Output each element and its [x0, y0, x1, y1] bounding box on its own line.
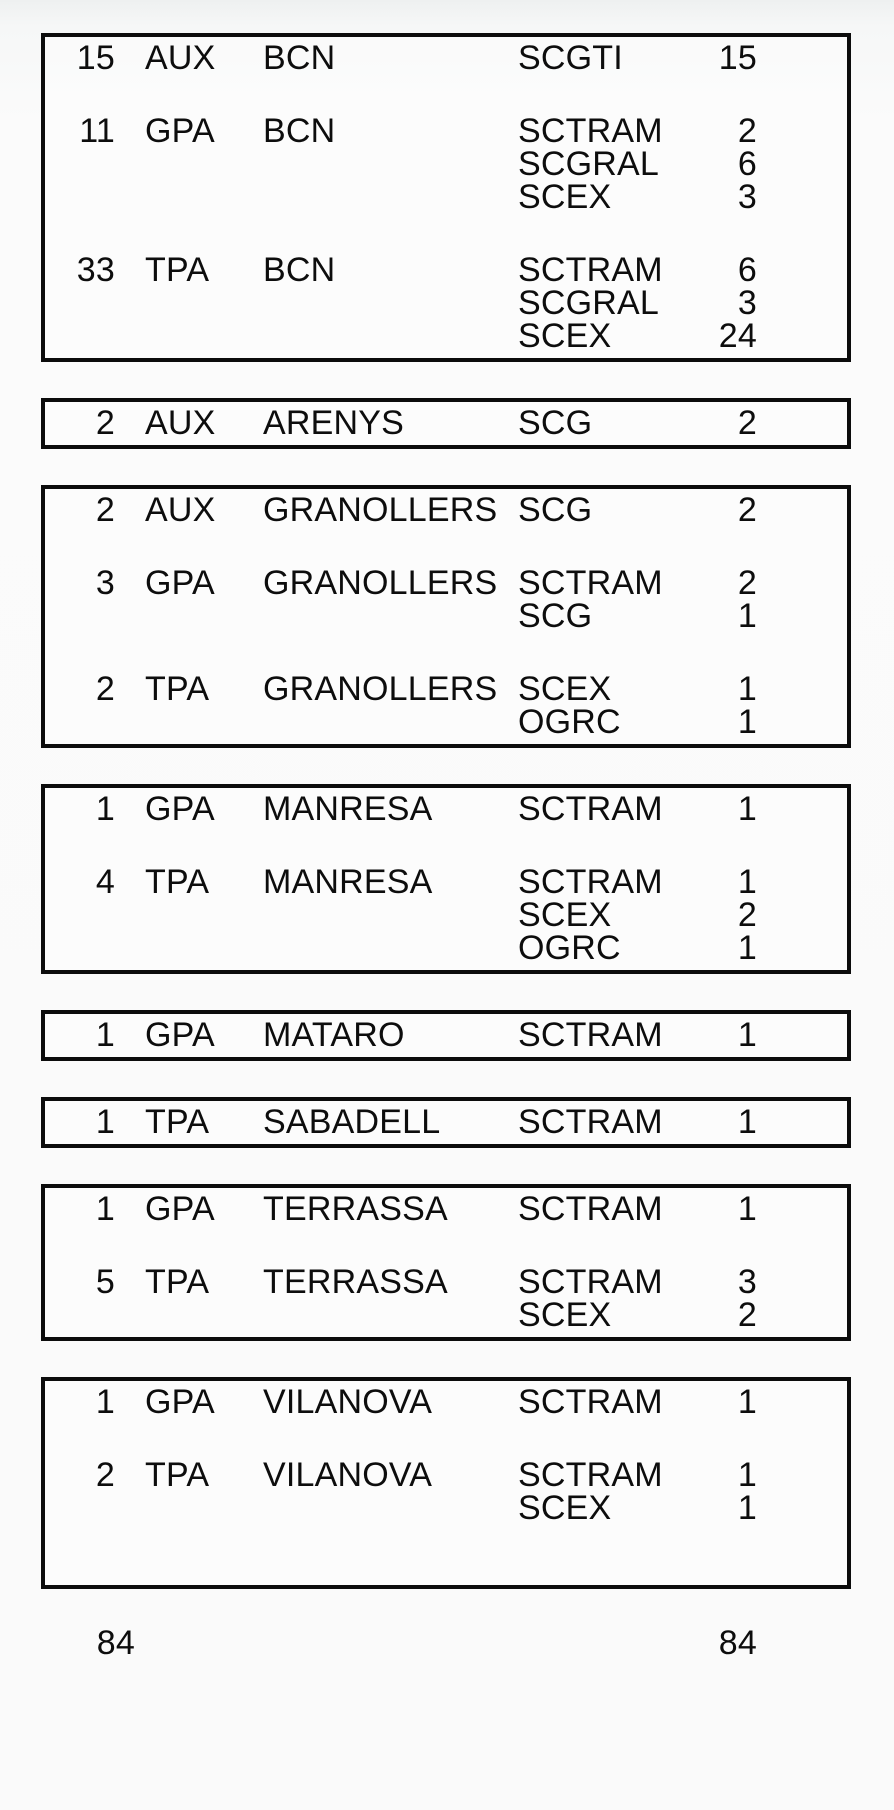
city-cell: [263, 932, 518, 965]
count-cell: [45, 1492, 145, 1525]
record-row: [45, 1190, 847, 1228]
record-row: [45, 1383, 847, 1421]
type-cell: [145, 899, 263, 932]
grand-total-count: 84: [96, 1624, 135, 1662]
value-cell: 3: [737, 284, 757, 322]
group-spacer: [45, 826, 847, 866]
record-row: [45, 1456, 847, 1494]
type-cell: [145, 600, 263, 633]
record-row: [45, 1103, 847, 1141]
count-cell: 5: [95, 1263, 115, 1301]
city-cell: [263, 1492, 518, 1525]
city-box-arenys: [41, 398, 851, 449]
count-cell: 11: [79, 112, 115, 150]
type-cell: TPA: [145, 251, 210, 289]
city-cell: [263, 320, 518, 353]
city-box-vilanova: [41, 1377, 851, 1589]
value-cell: 2: [737, 564, 757, 602]
type-cell: TPA: [145, 1456, 210, 1494]
service-continuation-row: [45, 145, 847, 183]
service-continuation-row: [45, 317, 847, 355]
count-cell: [45, 932, 145, 965]
record-row: [45, 404, 847, 442]
value-cell: 1: [737, 1016, 757, 1054]
type-cell: GPA: [145, 1383, 215, 1421]
type-cell: GPA: [145, 1016, 215, 1054]
city-box-terrassa: [41, 1184, 851, 1341]
city-cell: [263, 287, 518, 320]
city-cell: TERRASSA: [263, 1190, 448, 1228]
count-cell: 15: [76, 39, 115, 77]
service-cell: SCEX: [518, 896, 612, 934]
service-cell: SCEX: [518, 317, 612, 355]
service-cell: SCG: [518, 491, 593, 529]
value-cell: 1: [737, 703, 757, 741]
value-cell: 1: [737, 597, 757, 635]
type-cell: GPA: [145, 790, 215, 828]
service-cell: OGRC: [518, 929, 621, 967]
value-cell: 2: [737, 404, 757, 442]
service-cell: SCTRAM: [518, 1103, 663, 1141]
service-cell: SCEX: [518, 1296, 612, 1334]
value-cell: 6: [737, 251, 757, 289]
service-cell: SCG: [518, 404, 593, 442]
type-cell: GPA: [145, 112, 215, 150]
service-cell: SCTRAM: [518, 863, 663, 901]
value-cell: 1: [737, 1489, 757, 1527]
city-cell: SABADELL: [263, 1103, 441, 1141]
city-cell: ARENYS: [263, 404, 405, 442]
value-cell: 6: [737, 145, 757, 183]
type-cell: TPA: [145, 1103, 210, 1141]
value-cell: 1: [737, 790, 757, 828]
record-row: [45, 112, 847, 150]
value-cell: 1: [737, 1190, 757, 1228]
city-box-bcn: [41, 33, 851, 362]
city-cell: [263, 600, 518, 633]
count-cell: [45, 899, 145, 932]
record-row: [45, 790, 847, 828]
group-spacer: [45, 1419, 847, 1459]
type-cell: [145, 932, 263, 965]
type-cell: AUX: [145, 39, 216, 77]
type-cell: [145, 320, 263, 353]
record-row: [45, 564, 847, 602]
group-spacer: [45, 633, 847, 673]
record-row: [45, 491, 847, 529]
value-cell: 1: [737, 670, 757, 708]
value-cell: 2: [737, 1296, 757, 1334]
type-cell: AUX: [145, 491, 216, 529]
service-continuation-row: [45, 896, 847, 934]
count-cell: 1: [95, 1383, 115, 1421]
type-cell: [145, 181, 263, 214]
service-cell: SCGRAL: [518, 145, 660, 183]
city-cell: MANRESA: [263, 790, 433, 828]
service-continuation-row: [45, 1489, 847, 1527]
city-cell: BCN: [263, 251, 336, 289]
service-continuation-row: [45, 178, 847, 216]
city-box-sabadell: [41, 1097, 851, 1148]
count-cell: 3: [95, 564, 115, 602]
service-continuation-row: [45, 703, 847, 741]
grand-total-value: 84: [718, 1624, 757, 1662]
service-cell: OGRC: [518, 703, 621, 741]
group-spacer: [45, 214, 847, 254]
group-spacer: [45, 75, 847, 115]
count-cell: 1: [95, 1103, 115, 1141]
count-cell: [45, 706, 145, 739]
service-cell: SCEX: [518, 670, 612, 708]
count-cell: 2: [95, 491, 115, 529]
count-cell: 2: [95, 1456, 115, 1494]
record-row: [45, 1263, 847, 1301]
count-cell: [45, 1299, 145, 1332]
type-cell: GPA: [145, 564, 215, 602]
service-cell: SCTRAM: [518, 1383, 663, 1421]
city-cell: VILANOVA: [263, 1456, 433, 1494]
count-cell: [45, 287, 145, 320]
type-cell: [145, 706, 263, 739]
group-spacer: [45, 527, 847, 567]
value-cell: 3: [737, 1263, 757, 1301]
type-cell: TPA: [145, 863, 210, 901]
city-box-manresa: [41, 784, 851, 974]
record-row: [45, 1016, 847, 1054]
count-cell: 1: [95, 790, 115, 828]
city-cell: [263, 706, 518, 739]
service-cell: SCEX: [518, 178, 612, 216]
count-cell: 1: [95, 1190, 115, 1228]
totals-empty-type: [145, 1625, 263, 1661]
city-cell: GRANOLLERS: [263, 491, 498, 529]
city-cell: [263, 181, 518, 214]
count-cell: [45, 320, 145, 353]
value-cell: 1: [737, 1456, 757, 1494]
service-cell: SCTRAM: [518, 1190, 663, 1228]
value-cell: 1: [737, 929, 757, 967]
city-cell: BCN: [263, 39, 336, 77]
type-cell: [145, 287, 263, 320]
city-cell: MANRESA: [263, 863, 433, 901]
city-cell: GRANOLLERS: [263, 564, 498, 602]
type-cell: GPA: [145, 1190, 215, 1228]
city-cell: [263, 899, 518, 932]
service-cell: SCTRAM: [518, 790, 663, 828]
service-cell: SCTRAM: [518, 564, 663, 602]
service-cell: SCTRAM: [518, 112, 663, 150]
count-cell: 33: [76, 251, 115, 289]
service-continuation-row: [45, 929, 847, 967]
value-cell: 3: [737, 178, 757, 216]
value-cell: 2: [737, 112, 757, 150]
value-cell: 1: [737, 1383, 757, 1421]
service-cell: SCGRAL: [518, 284, 660, 322]
group-spacer: [45, 1226, 847, 1266]
type-cell: [145, 1492, 263, 1525]
count-cell: 2: [95, 404, 115, 442]
totals-row: [45, 1625, 851, 1661]
service-cell: SCG: [518, 597, 593, 635]
service-cell: SCEX: [518, 1489, 612, 1527]
value-cell: 2: [737, 491, 757, 529]
city-box-granollers: [41, 485, 851, 748]
service-cell: SCGTI: [518, 39, 623, 77]
city-box-mataro: [41, 1010, 851, 1061]
record-row: [45, 863, 847, 901]
city-cell: TERRASSA: [263, 1263, 448, 1301]
service-continuation-row: [45, 1296, 847, 1334]
city-cell: [263, 1299, 518, 1332]
value-cell: 15: [718, 39, 757, 77]
totals-empty-service: [518, 1625, 668, 1661]
type-cell: [145, 1299, 263, 1332]
city-cell: GRANOLLERS: [263, 670, 498, 708]
report-content: [41, 33, 851, 1661]
count-cell: [45, 148, 145, 181]
city-cell: BCN: [263, 112, 336, 150]
value-cell: 24: [718, 317, 757, 355]
city-cell: [263, 148, 518, 181]
value-cell: 2: [737, 896, 757, 934]
record-row: [45, 251, 847, 289]
count-cell: [45, 181, 145, 214]
count-cell: 1: [95, 1016, 115, 1054]
city-cell: MATARO: [263, 1016, 405, 1054]
service-cell: SCTRAM: [518, 1263, 663, 1301]
type-cell: TPA: [145, 670, 210, 708]
type-cell: [145, 148, 263, 181]
type-cell: AUX: [145, 404, 216, 442]
record-row: [45, 39, 847, 77]
record-row: [45, 670, 847, 708]
totals-empty-city: [263, 1625, 518, 1661]
city-cell: VILANOVA: [263, 1383, 433, 1421]
count-cell: [45, 600, 145, 633]
service-continuation-row: [45, 284, 847, 322]
count-cell: 2: [95, 670, 115, 708]
value-cell: 1: [737, 1103, 757, 1141]
service-cell: SCTRAM: [518, 1016, 663, 1054]
service-cell: SCTRAM: [518, 1456, 663, 1494]
value-cell: 1: [737, 863, 757, 901]
service-cell: SCTRAM: [518, 251, 663, 289]
type-cell: TPA: [145, 1263, 210, 1301]
count-cell: 4: [95, 863, 115, 901]
service-continuation-row: [45, 597, 847, 635]
